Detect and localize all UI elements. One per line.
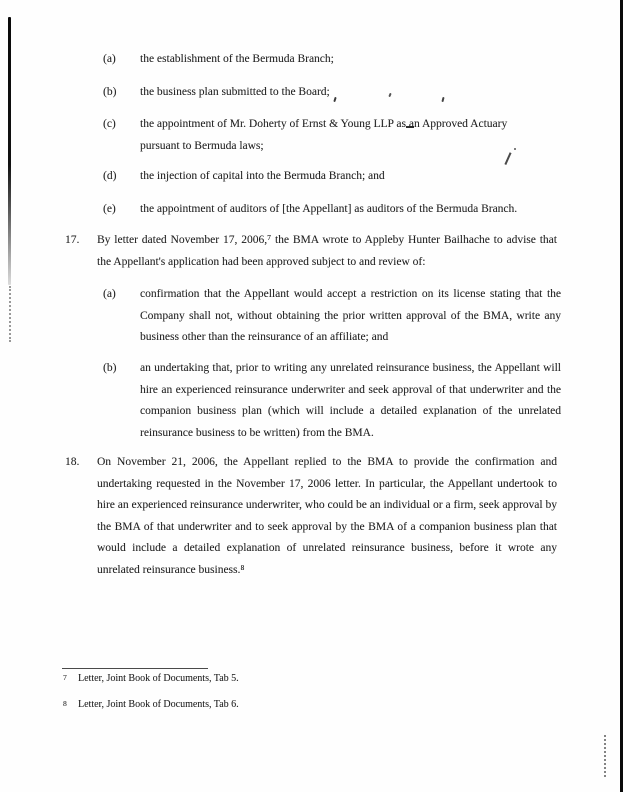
item-marker: (b) bbox=[103, 86, 117, 98]
item-text: the injection of capital into the Bermuda Branch; and bbox=[140, 170, 385, 182]
list-item-a bbox=[103, 48, 570, 70]
paragraph-number: 18. bbox=[65, 456, 80, 468]
item-text: the appointment of auditors of [the Appellant] as auditors of the Bermuda Branch. bbox=[140, 203, 518, 215]
paragraph-text: On November 21, 2006, the Appellant replied to the BMA to provide the confirmation and undertaking requested in the November 17, 2006 letter. In particular, the Appellant undertook to hire an experienced reinsurance underwriter, who could be an individual or a firm, seek approval by the BMA of that underwriter and to seek approval by the BMA of a companion business plan that would include a detailed explanation of unrelated reinsurance business, before it wrote any unrelated reinsurance business.⁸ bbox=[97, 456, 557, 576]
sub-item-b bbox=[103, 358, 561, 444]
footnote-marker: 8 bbox=[63, 699, 67, 708]
item-marker: (e) bbox=[103, 203, 116, 215]
left-edge-scan-line bbox=[8, 17, 11, 285]
paragraph-17 bbox=[65, 230, 557, 273]
footnote-8 bbox=[63, 698, 239, 711]
footnote-text: Letter, Joint Book of Documents, Tab 6. bbox=[78, 699, 239, 710]
footnote-separator-rule bbox=[62, 668, 208, 669]
footnote-text: Letter, Joint Book of Documents, Tab 5. bbox=[78, 673, 239, 684]
bottom-right-scan-dots bbox=[604, 735, 606, 777]
list-item-c bbox=[103, 113, 540, 157]
footnote-7 bbox=[63, 672, 239, 685]
item-marker: (d) bbox=[103, 170, 117, 182]
item-marker: (b) bbox=[103, 362, 117, 374]
footnote-marker: 7 bbox=[63, 673, 67, 682]
item-text: the appointment of Mr. Doherty of Ernst & Young LLP as an Approved Actuary pursuant to Bermuda laws; bbox=[140, 118, 508, 152]
item-marker: (a) bbox=[103, 288, 116, 300]
item-text: confirmation that the Appellant would accept a restriction on its license stating that the Company shall not, without obtaining the prior written approval of the BMA, write any business other than the reinsurance of an affiliate; and bbox=[140, 288, 561, 343]
paragraph-number: 17. bbox=[65, 234, 80, 246]
paragraph-text: By letter dated November 17, 2006,⁷ the BMA wrote to Appleby Hunter Bailhache to advise that the Appellant's application had been approved subject to and review of: bbox=[97, 234, 557, 268]
item-text: an undertaking that, prior to writing any unrelated reinsurance business, the Appellant will hire an experienced reinsurance underwriter and seek approval of that underwriter and the companion business plan (which will include a detailed explanation of the unrelated reinsurance business to be written) from the BMA. bbox=[140, 362, 561, 439]
item-text: the business plan submitted to the Board; bbox=[140, 86, 330, 98]
list-item-e bbox=[103, 198, 598, 220]
item-text: the establishment of the Bermuda Branch; bbox=[140, 53, 334, 65]
list-item-d bbox=[103, 165, 570, 187]
item-marker: (c) bbox=[103, 118, 116, 130]
item-marker: (a) bbox=[103, 53, 116, 65]
list-item-b bbox=[103, 81, 570, 103]
left-edge-scan-dots bbox=[9, 286, 11, 342]
paragraph-18 bbox=[65, 452, 557, 581]
sub-item-a bbox=[103, 284, 561, 349]
